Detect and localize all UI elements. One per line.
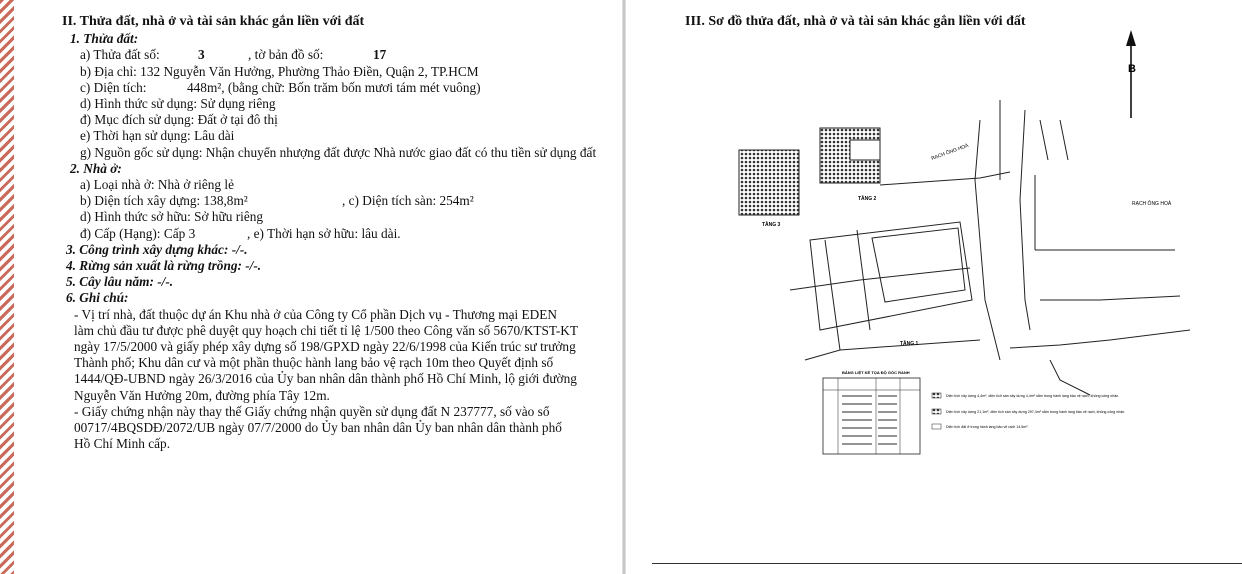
north-arrow-icon [1126,30,1136,118]
canal-label-right: RẠCH ÔNG HOÀ [1132,201,1172,207]
tick-a [1040,120,1048,160]
own-term: , e) Thời hạn sở hữu: lâu dài. [247,225,401,241]
site-plan [640,26,1240,466]
tick-b [1060,120,1068,160]
road-edge-2 [805,340,980,360]
section-ii-title: II. Thửa đất, nhà ở và tài sản khác gắn liền với đất [62,14,365,29]
legend-text-2: Diện tích xây dựng 21,1m², diện tích sàn xây dựng 297,4m² nằm trong hành lang bảo vệ rạch, không công nhận. [946,410,1126,414]
house-outline [872,228,965,302]
legend-swatch-2 [932,409,941,414]
section-iii-title: III. Sơ đồ thửa đất, nhà ở và tài sản khác gắn liền với đất [685,14,1026,29]
land-heading: 1. Thửa đất: [70,31,139,47]
road-vertical-2 [825,240,840,350]
binding-edge [0,0,14,574]
note-2: - Giấy chứng nhận này thay thế Giấy chứng nhận quyền sử dụng đất N 237777, số vào sổ 00717/4BQSDĐ/2072/UB ngày 07/7/2000 do Ủy ban nhân dân Ủy ban nhân dân thành phố Hồ Chí Minh cấp. [74,403,562,452]
area-row [80,80,612,96]
purpose-row: đ) Mục đích sử dụng: Đất ở tại đô thị [80,112,278,128]
left-column [62,14,612,452]
north-label: B [1128,63,1136,75]
legend-text-3: Diện tích đất ở trong hành lang bảo vệ rạch 14,5m². [946,425,1029,429]
note-1: - Vị trí nhà, đất thuộc dự án Khu nhà ở của Công ty Cổ phần Dịch vụ - Thương mại EDEN làm chủ đầu tư được phê duyệt quy hoạch chi tiết tỉ lệ 1/500 theo Công văn số 5670/KTST-KT ngày 17/5/2000 và giấy phép xây dựng số 198/GPXD ngày 22/6/1998 của Kiến trúc sư trưởng Thành phố; Khu dân cư và một phần thuộc hành lang bảo vệ rạch 10m theo Quyết định số 1444/QĐ-UBND ngày 26/3/2016 của Ủy ban nhân dân thành phố Hồ Chí Minh, lộ giới đường Nguyễn Văn Hưởng 20m, đường phía Tây 12m. [74,306,578,403]
area-label: c) Diện tích: [80,79,147,95]
bottom-border [652,563,1242,564]
grade-row [80,226,612,242]
floor-area: , c) Diện tích sàn: 254m² [342,193,474,209]
item-3: 3. Công trình xây dựng khác: -/-. [66,241,248,257]
own-form-row: d) Hình thức sở hữu: Sở hữu riêng [80,209,264,225]
table-title: BẢNG LIỆT KÊ TỌA ĐỘ GÓC RANH [842,370,910,375]
canal-label-top: RẠCH ÔNG HOÀ [930,142,970,162]
legend [932,393,1125,429]
coordinate-table [823,370,920,454]
lower-street [1010,330,1190,348]
floor-1-label: TẦNG 1 [900,341,919,347]
canal-line-1 [880,172,1010,185]
item-4: 4. Rừng sản xuất là rừng trồng: -/-. [66,258,262,274]
legend-swatch-3 [932,424,941,429]
parcel-outline [810,222,972,330]
legend-swatch-1 [932,393,941,398]
house-type-row: a) Loại nhà ở: Nhà ở riêng lẻ [80,177,234,193]
parcel-row [80,47,612,63]
lower-street-2 [1050,360,1090,395]
canal-line-2 [975,120,1000,360]
origin-row [80,145,600,161]
parcel-number: 3 [198,47,205,63]
build-area-row [80,193,612,209]
term-row: e) Thời hạn sử dụng: Lâu dài [80,128,235,144]
parcel-label: a) Thửa đất số: [80,47,160,63]
floor-3-label: TẦNG 3 [762,222,781,228]
area-value: 448m², (bằng chữ: Bốn trăm bốn mươi tám mét vuông) [187,79,481,95]
legend-text-1: Diện tích xây dựng 4,4m², diện tích sàn xây dựng 4,4m² nằm trong hành lang bảo vệ rạch, không công nhận. [946,394,1120,398]
origin-text: g) Nguồn gốc sử dụng: Nhận chuyển nhượng đất được Nhà nước giao đất có thu tiền sử dụng đất [80,144,597,160]
notes-heading: 6. Ghi chú: [66,290,129,306]
canal-line-4 [1040,296,1180,300]
grade: đ) Cấp (Hạng): Cấp 3 [80,225,196,241]
floor-2-label: TẦNG 2 [858,196,877,202]
address-row: b) Địa chỉ: 132 Nguyễn Văn Hưởng, Phường Thảo Điền, Quận 2, TP.HCM [80,63,479,79]
canal-line-3 [1020,110,1030,330]
house-heading: 2. Nhà ở: [70,160,122,176]
use-form-row: d) Hình thức sử dụng: Sử dụng riêng [80,96,276,112]
neighbor-parcel [739,150,799,215]
build-area: b) Diện tích xây dựng: 138,8m² [80,193,248,209]
item-5: 5. Cây lâu năm: -/-. [66,274,174,290]
building-cell [850,140,880,160]
page-fold [622,0,626,574]
map-label: , tờ bản đồ số: [248,47,324,63]
map-number: 17 [373,47,387,63]
